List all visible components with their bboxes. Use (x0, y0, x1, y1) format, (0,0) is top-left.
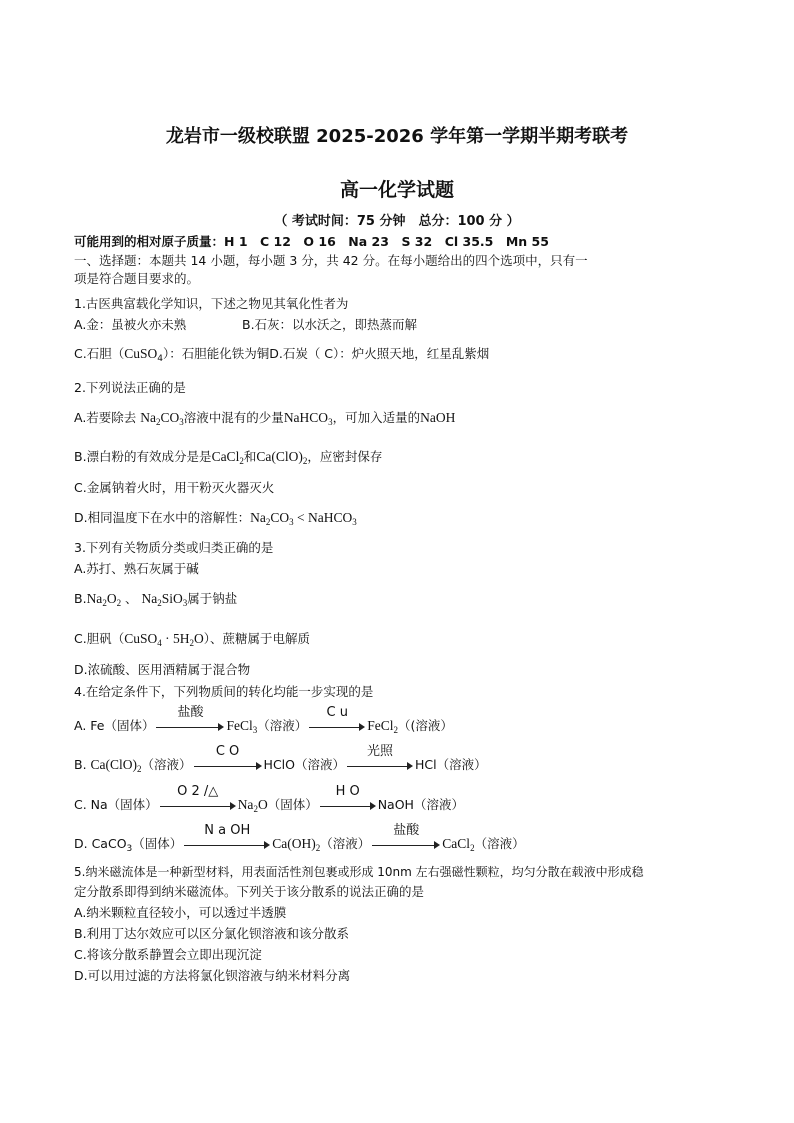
q1-options-ab (74, 317, 418, 333)
exam-title: 龙岩市一级校联盟 2025-2026 学年第一学期半期考联考 (165, 126, 629, 147)
atomic-masses: 可能用到的相对原子质量：H 1 C 12 O 16 Na 23 S 32 Cl 35.5 Mn 55 (74, 234, 549, 249)
q4-c-cond2: H O (335, 784, 360, 799)
q2-a-formula-nahco3: NaHCO$_3$ (283, 410, 333, 427)
q4-d-cond1: N a OH (204, 823, 251, 838)
q2-d-text: D.相同温度下在水中的溶解性： (74, 510, 251, 525)
q4-b-label: B. (74, 757, 91, 772)
q4-d-end: （溶液） (474, 836, 525, 851)
section1-intro-line2: 项是符合题目要求的。 (74, 271, 200, 286)
q4-d-mid: （溶液） (320, 836, 371, 851)
q4-b-cond2: 光照 (366, 744, 393, 759)
q2-a-naoh: NaOH (420, 410, 456, 425)
q1-option-b: B.石灰：以水沃之，即热蒸而解 (242, 317, 418, 332)
q4-b-cond1: C O (215, 744, 240, 759)
q4-b-end: HCl（溶液） (415, 757, 487, 772)
q1-option-c-post: ）：石胆能化铁为铜 (162, 346, 270, 361)
q2-option-c: C.金属钠着火时，用干粉灭火器灭火 (74, 480, 275, 495)
q5-option-d: D.可以用过滤的方法将氯化钡溶液与纳米材料分离 (74, 968, 351, 983)
q1-options-cd (74, 346, 489, 362)
q4-stem: 4.在给定条件下，下列物质间的转化均能一步实现的是 (74, 684, 374, 699)
exam-subject-title: 高一化学试题 (339, 179, 454, 201)
q4-c-label: C. Na（固体） (74, 797, 158, 812)
q2-d-lt: < (293, 510, 308, 525)
q2-b-formula-cacl2: CaCl$_2$ (211, 449, 244, 466)
q4-d-cacl2: CaCl$_2$ (442, 836, 475, 853)
q4-a-mid: （溶液） (257, 718, 308, 733)
q5-option-a: A.纳米颗粒直径较小，可以透过半透膜 (74, 905, 287, 920)
q4-b-arrow2 (347, 744, 413, 773)
q4-c-na2o: $Na_2O$ (237, 797, 268, 814)
q4-b-arrow1 (194, 744, 262, 773)
q4-a-fecl3: FeCl$_3$ (226, 718, 258, 735)
q3-option-c (74, 631, 310, 647)
q4-b-p1: （溶液） (141, 757, 192, 772)
q3-b-text2: 属于钠盐 (187, 591, 238, 606)
q4-a-end: （(溶液） (398, 718, 453, 733)
q4-a-arrow2 (309, 705, 365, 734)
q4-option-c (74, 784, 464, 814)
q4-option-d: D. CaCO$_3$（固体） N a OH $Ca(OH)_2$（溶液） 盐酸 CaCl$_2$（溶液） (74, 823, 525, 854)
q4-option-a (74, 705, 453, 735)
q4-a-label: A. Fe（固体） (74, 718, 155, 733)
q2-stem: 2.下列说法正确的是 (74, 380, 186, 395)
q5-option-c: C.将该分散系静置会立即出现沉淀 (74, 947, 262, 962)
q3-stem: 3.下列有关物质分类或归类正确的是 (74, 540, 274, 555)
q4-d-label: D. CaCO (74, 836, 127, 851)
q3-c-formula: CuSO$_4$ · $5H_2O$ (124, 631, 204, 648)
q2-option-b (74, 449, 382, 465)
q4-option-b (74, 744, 487, 774)
q2-a-formula-na2co3: $Na_2CO_3$ (140, 410, 184, 427)
q2-option-a (74, 410, 455, 426)
q3-option-b (74, 591, 237, 607)
q3-b-text: B. (74, 591, 87, 606)
q4-d-arrow1 (184, 823, 270, 852)
q5-option-b: B.利用丁达尔效应可以区分氯化钡溶液和该分散系 (74, 926, 350, 941)
q4-c-cond1: O 2 /△ (177, 784, 219, 799)
q2-a-text3: ，可加入适量的 (332, 410, 421, 425)
q4-d-p1: （固体） (132, 836, 183, 851)
q2-a-text: A.若要除去 (74, 410, 141, 425)
q5-stem-line1: 5.纳米磁流体是一种新型材料，用表面活性剂包裹或形成 10nm 左右强磁性颗粒，均匀分散在载液中形成稳 (74, 865, 644, 879)
q4-d-cond2: 盐酸 (393, 823, 420, 838)
section1-intro-line1: 一、选择题：本题共 14 小题，每小题 3 分，共 42 分。在每小题给出的四个选项中，只有一 (74, 253, 588, 268)
q2-a-text2: 溶液中混有的少量 (183, 410, 284, 425)
q4-a-arrow1 (156, 705, 224, 734)
q3-b-formula-na2o2: $Na_2O_2$ (86, 591, 122, 608)
q2-d-formula: $Na_2CO_3$ (250, 510, 294, 527)
q2-option-d (74, 510, 357, 526)
q4-a-fecl2: FeCl$_2$ (367, 718, 399, 735)
q3-b-sep: 、 (121, 591, 142, 606)
q1-option-c-sub: 4 (157, 354, 163, 364)
q1-option-c-formula: CuSO (124, 346, 158, 361)
q4-c-arrow2 (320, 784, 376, 813)
q2-b-text2: ，应密封保存 (307, 449, 383, 464)
q4-c-arrow1 (160, 784, 236, 813)
exam-info: （ 考试时间：75 分钟 总分：100 分 ） (274, 214, 520, 229)
q1-option-c-pre: C.石胆（ (74, 346, 125, 361)
q2-d-formula2: NaHCO$_3$ (308, 510, 357, 527)
q1-stem: 1.古医典富载化学知识，下述之物见其氧化性者为 (74, 296, 349, 311)
q3-option-a: A.苏打、熟石灰属于碱 (74, 561, 199, 576)
q4-a-cond2: C u (326, 705, 348, 720)
q4-b-caclo2: $Ca(ClO)_2$ (90, 757, 142, 774)
q3-b-formula-na2sio3: $Na_2SiO_3$ (141, 591, 188, 608)
q5-stem-line2: 定分散系即得到纳米磁流体。下列关于该分散系的说法正确的是 (74, 884, 425, 899)
q4-a-cond1: 盐酸 (177, 705, 204, 720)
q3-option-d: D.浓硫酸、医用酒精属于混合物 (74, 662, 251, 677)
q1-option-d: D.石炭（ C）：炉火照天地，红星乱紫烟 (269, 346, 490, 361)
q3-c-text: C.胆矾（ (74, 631, 125, 646)
q2-b-and: 和 (243, 449, 257, 464)
q4-b-mid: HClO（溶液） (263, 757, 345, 772)
q3-c-text2: ）、蔗糖属于电解质 (203, 631, 310, 646)
q4-c-mid: （固体） (267, 797, 318, 812)
q4-c-end: NaOH（溶液） (377, 797, 464, 812)
q4-d-arrow2 (372, 823, 440, 852)
q4-d-caoh2: $Ca(OH)_2$ (272, 836, 321, 853)
q2-b-text: B.漂白粉的有效成分是是 (74, 449, 212, 464)
q1-option-a: A.金：虽被火亦未熟 (74, 317, 187, 332)
q2-b-formula-caclo2: $Ca(ClO)_2$ (256, 449, 308, 466)
